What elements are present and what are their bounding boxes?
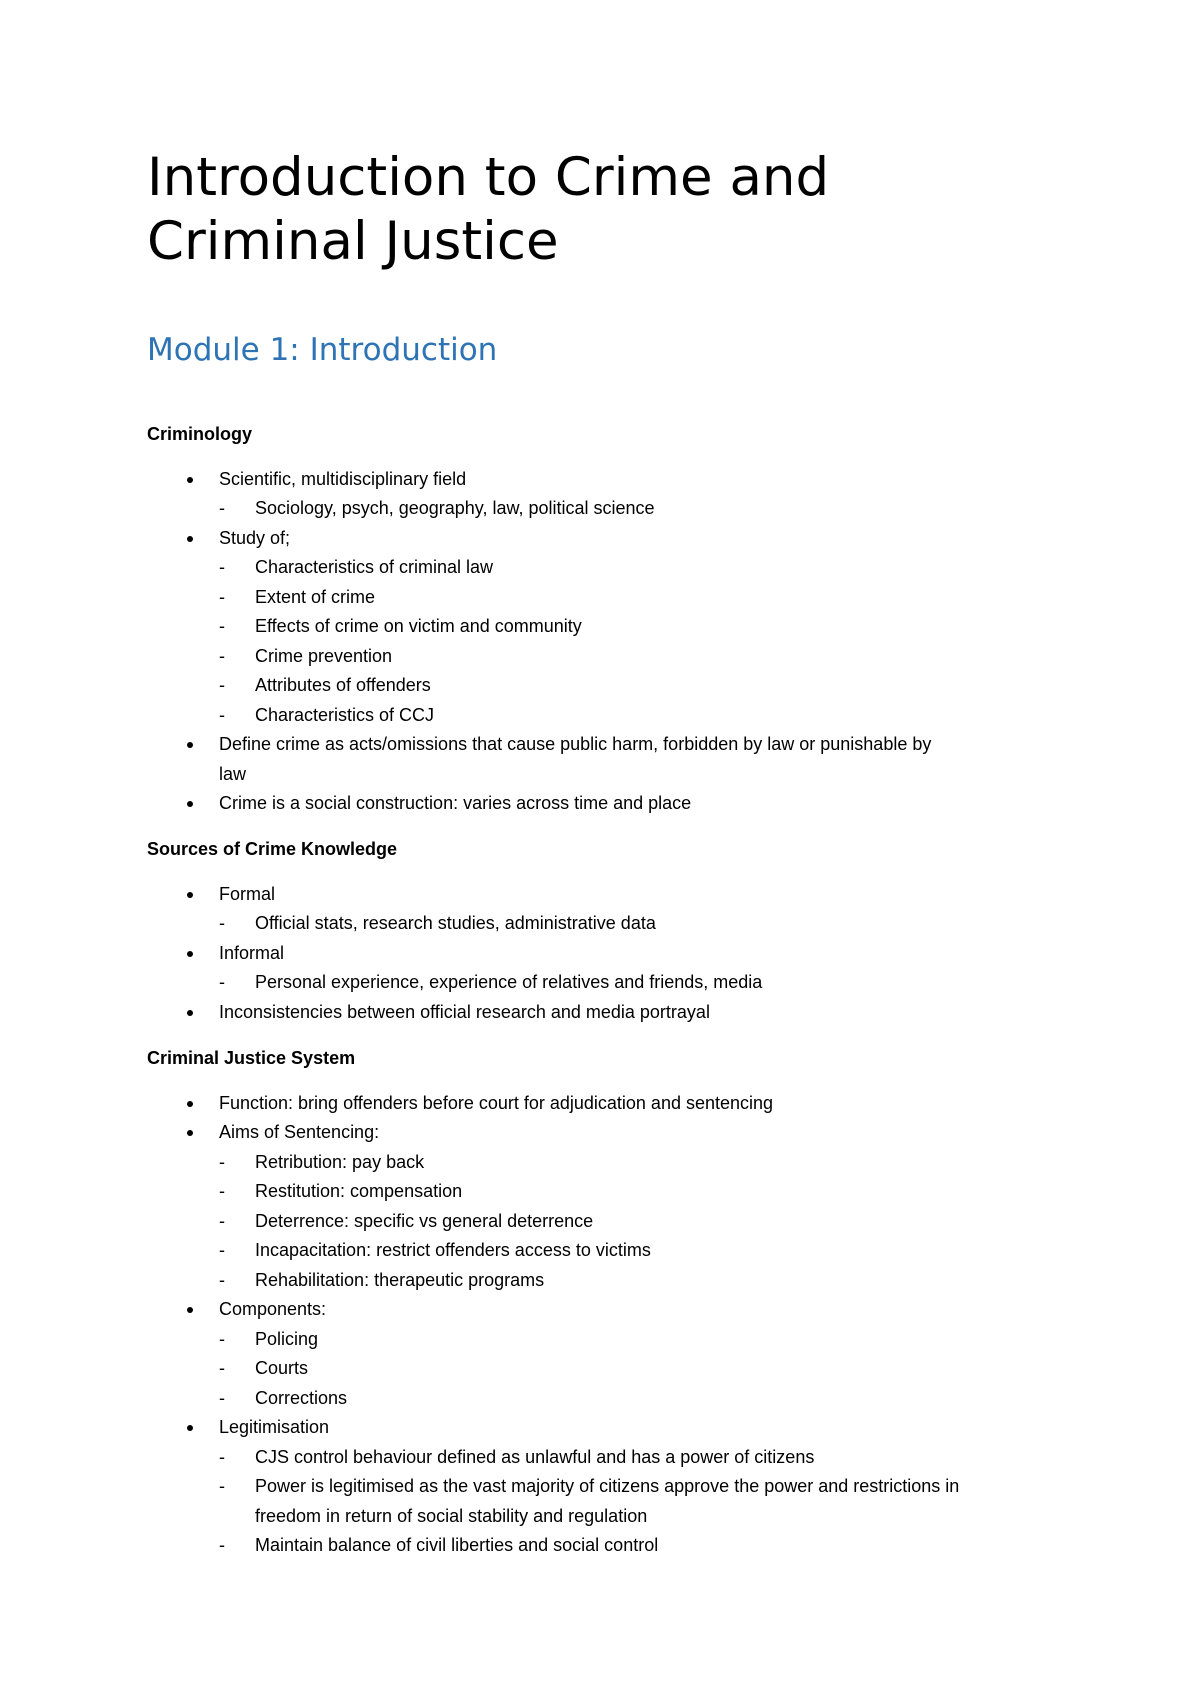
- sub-list-item-text: Power is legitimised as the vast majority of citizens approve the power and restrictions in: [255, 1476, 960, 1496]
- list-item: [147, 880, 1087, 939]
- dash-icon: -: [219, 586, 225, 607]
- list-item: [147, 465, 1087, 524]
- list-item: [147, 524, 1087, 731]
- list-item: [147, 789, 1087, 819]
- list-item-text: Scientific, multidisciplinary field: [219, 468, 467, 489]
- bullet-icon: [187, 1425, 193, 1431]
- dash-icon: -: [219, 1151, 225, 1172]
- bullet-icon: [187, 1130, 193, 1136]
- sub-list-item-text: Restitution: compensation: [255, 1181, 463, 1201]
- sub-list-item: [219, 909, 1087, 939]
- sub-list: [219, 909, 1087, 939]
- list-item-text: Inconsistencies between official research and media portrayal: [219, 1001, 710, 1022]
- sub-list: [219, 1325, 1087, 1414]
- sub-list-item: [219, 1266, 1087, 1296]
- list-item-text: Formal: [219, 883, 276, 904]
- sub-list-item: [219, 1177, 1087, 1207]
- list-item: [147, 939, 1087, 998]
- sub-list-item-text: Crime prevention: [255, 645, 393, 666]
- document-title-line-1: Introduction to Crime and: [147, 147, 830, 208]
- sub-list-item-text: Courts: [255, 1358, 309, 1378]
- sub-list-item: [219, 1531, 1087, 1561]
- sub-list-item-text: Sociology, psych, geography, law, political science: [255, 498, 655, 518]
- sub-list-item-text: Policing: [255, 1328, 319, 1349]
- dash-icon: -: [219, 1181, 225, 1201]
- sub-list-item-text-continued: freedom in return of social stability and regulation: [255, 1505, 648, 1526]
- sub-list-item: [219, 701, 1087, 731]
- bullet-list: [147, 465, 1087, 819]
- section-criminology: [147, 420, 1087, 819]
- sub-list-item-text: Deterrence: specific vs general deterrence: [255, 1210, 594, 1231]
- sub-list-item-text: CJS control behaviour defined as unlawful and has a power of citizens: [255, 1446, 815, 1467]
- document-title-line-2: Criminal Justice: [147, 211, 559, 272]
- section-criminal-justice-system: [147, 1044, 1087, 1561]
- bullet-list: [147, 880, 1087, 1028]
- dash-icon: -: [219, 704, 225, 725]
- sub-list-item-text: Extent of crime: [255, 586, 376, 607]
- list-item-text: Informal: [219, 942, 285, 963]
- dash-icon: -: [219, 1358, 225, 1378]
- bullet-icon: [187, 1010, 193, 1016]
- sub-list-item: [219, 1472, 1087, 1531]
- sub-list-item: [219, 671, 1087, 701]
- list-item-text: Crime is a social construction: varies across time and place: [219, 793, 692, 813]
- sub-list-item: [219, 612, 1087, 642]
- list-item: [147, 1118, 1087, 1295]
- sub-list: [219, 1148, 1087, 1296]
- list-item-text: Study of;: [219, 527, 291, 548]
- sub-list-item: [219, 583, 1087, 613]
- sub-list-item-text: Official stats, research studies, administrative data: [255, 913, 656, 933]
- bullet-icon: [187, 892, 193, 898]
- bullet-icon: [187, 801, 193, 807]
- sub-list-item-text: Effects of crime on victim and community: [255, 616, 582, 636]
- list-item-text: Function: bring offenders before court for adjudication and sentencing: [219, 1092, 774, 1113]
- dash-icon: -: [219, 1210, 225, 1231]
- sub-list: [219, 553, 1087, 730]
- section-sources-of-crime-knowledge: [147, 835, 1087, 1027]
- sub-list-item: [219, 494, 1087, 524]
- sub-list: [219, 494, 1087, 524]
- bullet-icon: [187, 951, 193, 957]
- sub-list-item: [219, 642, 1087, 672]
- list-item: [147, 1413, 1087, 1561]
- dash-icon: -: [219, 675, 225, 695]
- dash-icon: -: [219, 645, 225, 666]
- list-item: [147, 730, 1087, 789]
- list-item-text: Components:: [219, 1299, 327, 1319]
- bullet-list: [147, 1089, 1087, 1561]
- dash-icon: -: [219, 1476, 225, 1496]
- list-item-text-continued: law: [219, 763, 247, 784]
- sub-list-item: [219, 1443, 1087, 1473]
- sub-list-item-text: Characteristics of CCJ: [255, 704, 435, 725]
- sub-list: [219, 968, 1087, 998]
- section-title: Criminal Justice System: [147, 1048, 356, 1068]
- list-item-text: Legitimisation: [219, 1417, 330, 1437]
- dash-icon: -: [219, 972, 225, 992]
- sub-list-item: [219, 1354, 1087, 1384]
- module-heading: Module 1: Introduction: [147, 332, 498, 368]
- list-item: [147, 1089, 1087, 1119]
- sub-list-item-text: Retribution: pay back: [255, 1151, 425, 1172]
- document-title: [147, 146, 1087, 274]
- sub-list-item-text: Personal experience, experience of relatives and friends, media: [255, 972, 763, 992]
- bullet-icon: [187, 1101, 193, 1107]
- sub-list-item-text: Characteristics of criminal law: [255, 557, 494, 577]
- sub-list: [219, 1443, 1087, 1561]
- dash-icon: -: [219, 498, 225, 518]
- sub-list-item: [219, 1325, 1087, 1355]
- dash-icon: -: [219, 616, 225, 636]
- sub-list-item: [219, 968, 1087, 998]
- sub-list-item: [219, 1148, 1087, 1178]
- sub-list-item-text: Rehabilitation: therapeutic programs: [255, 1269, 545, 1290]
- sub-list-item-text: Incapacitation: restrict offenders access to victims: [255, 1240, 651, 1260]
- dash-icon: -: [219, 1535, 225, 1555]
- list-item-text: Define crime as acts/omissions that cause public harm, forbidden by law or punishable by: [219, 734, 932, 754]
- dash-icon: -: [219, 1269, 225, 1290]
- list-item-text: Aims of Sentencing:: [219, 1122, 380, 1142]
- bullet-icon: [187, 1307, 193, 1313]
- section-title: Sources of Crime Knowledge: [147, 839, 398, 859]
- sub-list-item: [219, 553, 1087, 583]
- bullet-icon: [187, 536, 193, 542]
- dash-icon: -: [219, 1328, 225, 1349]
- sub-list-item: [219, 1236, 1087, 1266]
- dash-icon: -: [219, 1387, 225, 1408]
- dash-icon: -: [219, 1446, 225, 1467]
- dash-icon: -: [219, 1240, 225, 1260]
- bullet-icon: [187, 742, 193, 748]
- sub-list-item-text: Attributes of offenders: [255, 675, 431, 695]
- sub-list-item-text: Maintain balance of civil liberties and social control: [255, 1535, 659, 1555]
- sub-list-item: [219, 1384, 1087, 1414]
- list-item: [147, 998, 1087, 1028]
- bullet-icon: [187, 477, 193, 483]
- dash-icon: -: [219, 557, 225, 577]
- list-item: [147, 1295, 1087, 1413]
- sub-list-item: [219, 1207, 1087, 1237]
- dash-icon: -: [219, 913, 225, 933]
- section-title: Criminology: [147, 424, 253, 444]
- sub-list-item-text: Corrections: [255, 1387, 348, 1408]
